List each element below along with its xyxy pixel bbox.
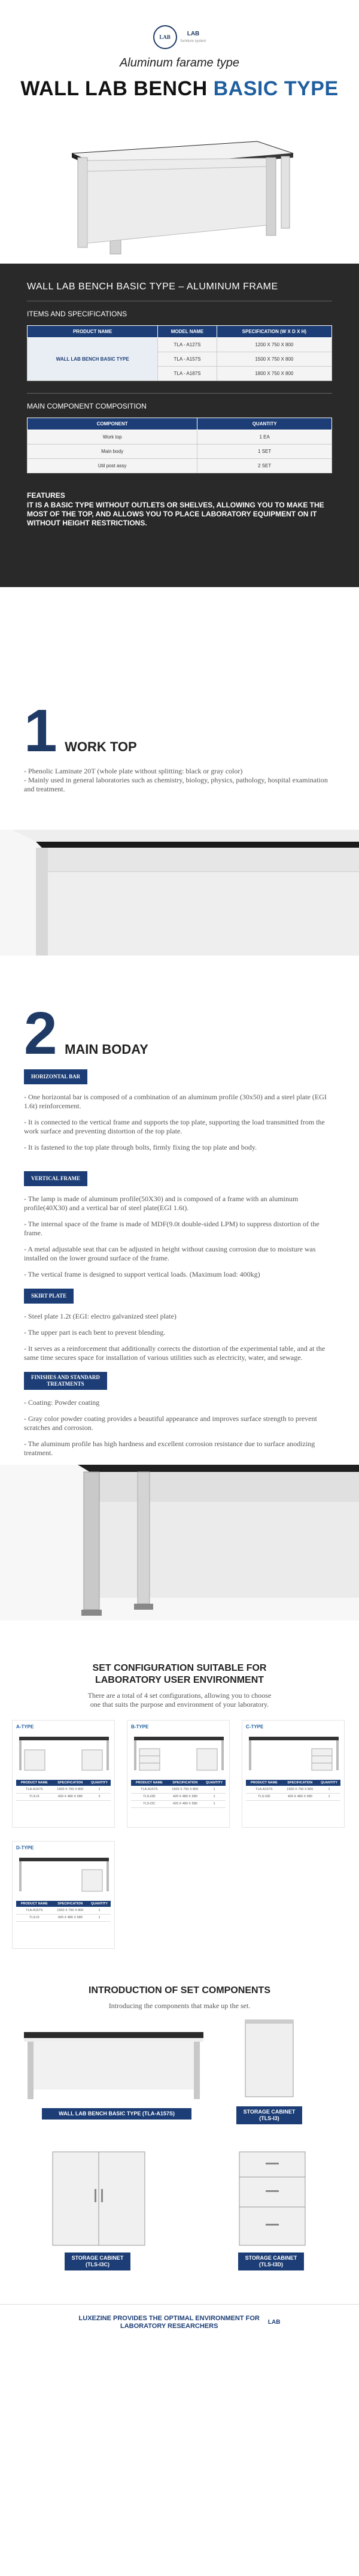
mini-cell: TLS-I3D [131,1793,168,1800]
hero-title-accent: BASIC TYPE [213,77,339,100]
spec-cell: 1800 X 750 X 800 [217,367,331,381]
component-label-text: (TLS-I3D) [259,2261,283,2267]
vertical-line: - A metal adjustable seat that can be adjusted in height without causing corrosion due to moisture was installed on the lower ground surface of the frame. [24,1245,316,1262]
bench-set-image [16,1732,112,1773]
card-label: B-TYPE [131,1724,149,1730]
component-label [65,2253,130,2270]
card-label: C-TYPE [246,1724,264,1730]
mini-cell: TLS-I3 [16,1793,53,1800]
mini-cell: 1500 X 750 X 800 [168,1786,203,1793]
finish-line: - Gray color powder coating provides a beautiful appearance and improves surface strength to prevent scratches and corrosion. [24,1414,317,1432]
spec-section [0,264,359,587]
hero-section [0,0,359,264]
mini-col: PRODUCT NAME [16,1780,53,1786]
mini-cell: TLS-I3 [16,1914,53,1921]
set-d-image [16,1853,111,1894]
vertical-line: - The lamp is made of aluminum profile(50X30) and is composed of a frame with an aluminum profile(40X30) and a vertical bar of steel plate(EGI 1.6t). [24,1195,299,1212]
footer-logo: LAB [267,2319,281,2326]
bench-set-image [131,1732,227,1773]
bench-product-image [60,135,299,255]
storage-cabinet-image [239,2018,299,2102]
set-card-b[interactable] [127,1720,230,1828]
divider [27,393,332,394]
set-config-section [0,1620,359,1949]
component-cell: Util post assy [28,459,197,473]
mini-cell: TLS-I3D [246,1793,282,1800]
mini-cell: 420 X 480 X 580 [168,1800,203,1807]
mini-cell: 1 [88,1786,111,1793]
set-c-image [246,1732,340,1773]
bench-set-image [16,1853,112,1894]
vertical-line: - The internal space of the frame is made of MDF(9.0t double-sided LPM) to suppress distortion of the frame. [24,1220,320,1237]
logo-mark-text: LAB [159,34,171,40]
bench-component-image [24,2028,203,2100]
horizontal-bar-tag: HORIZONTAL BAR [24,1069,87,1084]
component-cell: Main body [28,445,197,459]
mini-cell: 1 [88,1914,111,1921]
vertical-frame-tag: VERTICAL FRAME [24,1171,87,1186]
logo-emblem-icon [153,25,177,49]
skirt-line: - Steel plate 1.2t (EGI: electro galvanized steel plate) [24,1312,177,1320]
model-cell: TLA - A157S [158,352,217,367]
table-row [131,1786,226,1793]
work-top-image [0,830,359,956]
set-card-a[interactable] [12,1720,115,1828]
mini-cell: 1 [203,1800,226,1807]
component-label-text: STORAGE CABINET [71,2255,124,2261]
set-config-title [0,1662,359,1686]
table-row [16,1786,111,1793]
col-quantity: QUANTITY [197,418,332,430]
spec-cell: 1200 X 750 X 800 [217,338,331,352]
section-number: 2 [24,1000,57,1067]
set-card-d[interactable] [12,1841,115,1949]
mini-cell: TLS-I3C [131,1800,168,1807]
finishes-tag-line: FINISHES AND STANDARD [31,1374,100,1380]
component-table [27,418,332,473]
mini-col: PRODUCT NAME [131,1780,168,1786]
components-desc: Introducing the components that make up the set. [108,2001,251,2010]
set-desc-line: one that suits the purpose and environment of your laboratory. [90,1700,269,1709]
mini-cell: TLA-A157S [16,1907,53,1914]
work-top-line: - Phenolic Laminate 20T (whole plate without splitting: black or gray color) [24,767,243,775]
set-a-image [16,1732,111,1773]
set-b-image [131,1732,226,1773]
mini-cell: TLA-A157S [16,1786,53,1793]
set-card-c[interactable] [242,1720,345,1828]
set-title-line: LABORATORY USER ENVIRONMENT [95,1675,264,1685]
col-specification: SPECIFICATION (W X D X H) [217,326,331,338]
section-title: MAIN BODAY [65,1042,148,1057]
col-model-name: MODEL NAME [158,326,217,338]
mini-cell: 420 X 480 X 580 [53,1914,88,1921]
mini-cell: 1 [318,1786,340,1793]
table-row [246,1793,340,1800]
table-row [28,445,332,459]
main-body-photo [0,1465,359,1620]
horizontal-line: - One horizontal bar is composed of a combination of an aluminum profile (30x50) and a steel plate (EGI 1.6t) reinforcement. [24,1093,327,1110]
footer-line: LABORATORY RESEARCHERS [120,2322,218,2330]
table-row [131,1800,226,1807]
table-row [28,459,332,473]
mini-col: SPECIFICATION [282,1780,318,1786]
table-row [28,338,332,352]
mini-col: SPECIFICATION [168,1780,203,1786]
table-row [131,1793,226,1800]
storage-cabinet-d-image [227,2147,317,2249]
col-component: COMPONENT [28,418,197,430]
model-cell: TLA - A187S [158,367,217,381]
card-table [131,1780,226,1808]
mini-col: QUANTITY [203,1780,226,1786]
mini-cell: 2 [88,1793,111,1800]
model-cell: TLA - A127S [158,338,217,352]
mini-cell: 420 X 480 X 580 [282,1793,318,1800]
set-title-line: SET CONFIGURATION SUITABLE FOR [92,1663,267,1673]
main-body-section [0,956,359,1458]
work-top-text [24,767,335,794]
set-cards [0,1720,359,1949]
features-title: FEATURES [27,491,65,500]
brand-logo [0,0,359,49]
component-label-text: (TLS-I3C) [86,2261,109,2267]
mini-cell: 1 [203,1793,226,1800]
product-name-cell: WALL LAB BENCH BASIC TYPE [28,338,158,381]
work-top-line: - Mainly used in general laboratories such as chemistry, biology, physics, pathology, hospital examination and treatment. [24,776,328,793]
footer-text [79,2315,260,2330]
horizontal-line: - It is connected to the vertical frame and supports the top plate, supporting the load transmitted from the work surface and preventing distortion of the top plate. [24,1118,325,1135]
mini-cell: 1 [88,1907,111,1914]
skirt-line: - It serves as a reinforcement that additionally corrects the distortion of the experimental table, and at the same time secures space for installation of various utilities such as electricity, water, and sewage. [24,1344,325,1362]
finishes-tag [24,1372,107,1390]
work-top-photo [0,830,359,956]
hero-title [0,77,359,101]
table-row [16,1914,111,1921]
mini-col: SPECIFICATION [53,1901,88,1907]
section-number: 1 [24,697,57,764]
mini-cell: 1500 X 750 X 800 [53,1786,88,1793]
mini-cell: 1500 X 750 X 800 [282,1786,318,1793]
items-heading: ITEMS AND SPECIFICATIONS [27,310,127,318]
section-title: WORK TOP [65,739,137,754]
finishes-tag-line: TREATMENTS [47,1381,84,1387]
finish-line: - Coating: Powder coating [24,1398,100,1407]
mini-col: QUANTITY [88,1901,111,1907]
components-grid [0,2010,359,2304]
skirt-plate-tag: SKIRT PLATE [24,1289,74,1304]
main-body-text [24,1067,335,1458]
table-row [28,430,332,445]
footer-line: LUXEZINE PROVIDES THE OPTIMAL ENVIRONMENT FOR [78,2314,260,2322]
card-label: D-TYPE [16,1845,34,1851]
table-row [16,1793,111,1800]
storage-cabinet-c-image [48,2147,150,2249]
table-row [16,1907,111,1914]
component-label-text: (TLS-I3) [259,2115,279,2121]
mini-col: PRODUCT NAME [246,1780,282,1786]
mini-cell: 1500 X 750 X 800 [53,1907,88,1914]
components-title: INTRODUCTION OF SET COMPONENTS [89,1985,270,1996]
skirt-line: - The upper part is each bent to prevent blending. [24,1328,166,1337]
logo-wordmark [181,31,206,44]
finish-line: - The aluminum profile has high hardness and excellent corrosion resistance due to surface anodizing treatment. [24,1440,315,1457]
features-text: IT IS A BASIC TYPE WITHOUT OUTLETS OR SHELVES, ALLOWING YOU TO MAKE THE MOST OF THE TOP, AND ALLOWS YOU TO PLACE LABORATORY EQUIPMENT ON IT WITHOUT HEIGHT RESTRICTIONS. [27,501,324,527]
component-label [236,2106,302,2124]
mini-cell: 420 X 480 X 580 [53,1793,88,1800]
quantity-cell: 2 SET [197,459,332,473]
component-label [238,2253,304,2270]
main-body-image [0,1465,359,1620]
hero-subtitle: Aluminum farame type [119,56,240,69]
mini-col: QUANTITY [318,1780,340,1786]
component-cell: Work top [28,430,197,445]
mini-cell: 1 [318,1793,340,1800]
set-config-desc [0,1691,359,1709]
table-row [246,1786,340,1793]
component-label-text: STORAGE CABINET [245,2255,297,2261]
spec-cell: 1500 X 750 X 800 [217,352,331,367]
spec-heading: WALL LAB BENCH BASIC TYPE – ALUMINUM FRAME [27,282,278,292]
card-table [246,1780,340,1801]
components-section [0,1949,359,2304]
card-label: A-TYPE [16,1724,34,1730]
logo-name: LAB [187,31,200,37]
mini-col: SPECIFICATION [53,1780,88,1786]
col-product-name: PRODUCT NAME [28,326,158,338]
quantity-cell: 1 SET [197,445,332,459]
work-top-section [0,587,359,794]
card-table [16,1901,111,1922]
mini-col: QUANTITY [88,1780,111,1786]
component-label [42,2108,191,2120]
main-component-heading: MAIN COMPONENT COMPOSITION [27,402,147,410]
logo-sub: furniture system [180,40,206,43]
footer [0,2304,359,2340]
mini-col: PRODUCT NAME [16,1901,53,1907]
bench-set-image [246,1732,342,1773]
component-label-text: STORAGE CABINET [243,2109,296,2115]
features-block [27,491,332,528]
component-label-text: WALL LAB BENCH BASIC TYPE (TLA-A157S) [59,2111,175,2117]
spec-table [27,325,332,381]
card-table [16,1780,111,1801]
mini-cell: TLA-A157S [131,1786,168,1793]
mini-cell: 420 X 480 X 580 [168,1793,203,1800]
quantity-cell: 1 EA [197,430,332,445]
mini-cell: TLA-A157S [246,1786,282,1793]
mini-cell: 1 [203,1786,226,1793]
hero-title-main: WALL LAB BENCH [20,77,208,100]
vertical-line: - The vertical frame is designed to support vertical loads. (Maximum load: 400kg) [24,1270,260,1278]
horizontal-line: - It is fastened to the top plate through bolts, firmly fixing the top plate and body. [24,1143,257,1151]
set-desc-line: There are a total of 4 set configurations, allowing you to choose [87,1691,272,1700]
